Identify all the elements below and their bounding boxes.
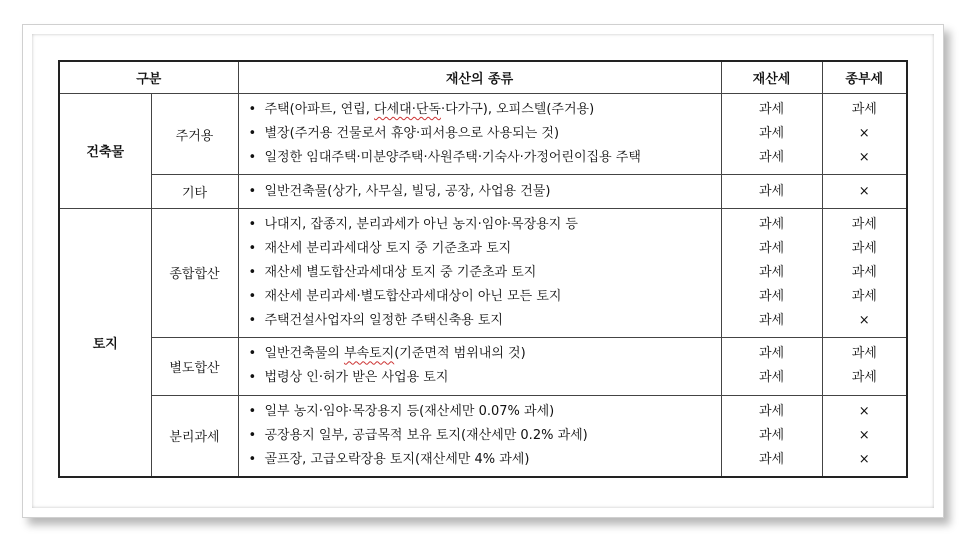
list-item: • 재산세 별도합산과세대상 토지 중 기준초과 토지	[248, 264, 537, 280]
group-label-building: 건축물	[59, 94, 151, 209]
list-item: • 일정한 임대주택·미분양주택·사원주택·기숙사·가정어린이집용 주택	[248, 150, 641, 166]
subgroup-label-separate-taxation: 분리과세	[151, 395, 238, 477]
table-row	[59, 175, 907, 208]
other-property-tax: 과세	[721, 175, 822, 208]
table-row	[59, 208, 907, 338]
list-item: • 골프장, 고급오락장용 토지(재산세만 4% 과세)	[248, 451, 530, 467]
group-label-land: 토지	[59, 208, 151, 477]
residential-comprehensive-tax: 과세 × ×	[822, 94, 907, 175]
other-comprehensive-tax: ×	[822, 175, 907, 208]
property-tax-table	[58, 60, 908, 478]
list-item: • 나대지, 잡종지, 분리과세가 아닌 농지·임야·목장용지 등	[248, 216, 578, 232]
list-item: • 법령상 인·허가 받은 사업용 토지	[248, 370, 449, 386]
other-items	[238, 175, 721, 208]
list-item: • 공장용지 일부, 공급목적 보유 토지(재산세만 0.2% 과세)	[248, 427, 588, 443]
separate-aggregate-comprehensive-tax: 과세 과세	[822, 338, 907, 395]
aggregate-items	[238, 208, 721, 338]
separate-taxation-comprehensive-tax: × × ×	[822, 395, 907, 477]
residential-property-tax: 과세 과세 과세	[721, 94, 822, 175]
separate-aggregate-items	[238, 338, 721, 395]
separate-taxation-items	[238, 395, 721, 477]
header-category: 구분	[59, 61, 238, 94]
aggregate-property-tax: 과세 과세 과세 과세 과세	[721, 208, 822, 338]
list-item: • 주택건설사업자의 일정한 주택신축용 토지	[248, 312, 503, 328]
list-item: • 일반건축물의 부속토지(기준면적 범위내의 것)	[248, 346, 526, 362]
residential-items	[238, 94, 721, 175]
subgroup-label-residential: 주거용	[151, 94, 238, 175]
header-comprehensive-tax: 종부세	[822, 61, 907, 94]
list-item: • 일부 농지·임야·목장용지 등(재산세만 0.07% 과세)	[248, 403, 555, 419]
aggregate-comprehensive-tax: 과세 과세 과세 과세 ×	[822, 208, 907, 338]
list-item: • 주택(아파트, 연립, 다세대·단독·다가구), 오피스텔(주거용)	[248, 102, 595, 118]
separate-aggregate-property-tax: 과세 과세	[721, 338, 822, 395]
subgroup-label-aggregate: 종합합산	[151, 208, 238, 338]
separate-taxation-property-tax: 과세 과세 과세	[721, 395, 822, 477]
list-item: • 재산세 분리과세·별도합산과세대상이 아닌 모든 토지	[248, 288, 562, 304]
header-property-kind: 재산의 종류	[238, 61, 721, 94]
subgroup-label-other: 기타	[151, 175, 238, 208]
table-row	[59, 94, 907, 175]
list-item: • 재산세 분리과세대상 토지 중 기준초과 토지	[248, 240, 512, 256]
table-row	[59, 395, 907, 477]
list-item: • 별장(주거용 건물로서 휴양·피서용으로 사용되는 것)	[248, 126, 560, 142]
header-property-tax: 재산세	[721, 61, 822, 94]
table-header-row	[59, 61, 907, 94]
list-item: • 일반건축물(상가, 사무실, 빌딩, 공장, 사업용 건물)	[248, 183, 551, 199]
table-row	[59, 338, 907, 395]
subgroup-label-separate-aggregate: 별도합산	[151, 338, 238, 395]
